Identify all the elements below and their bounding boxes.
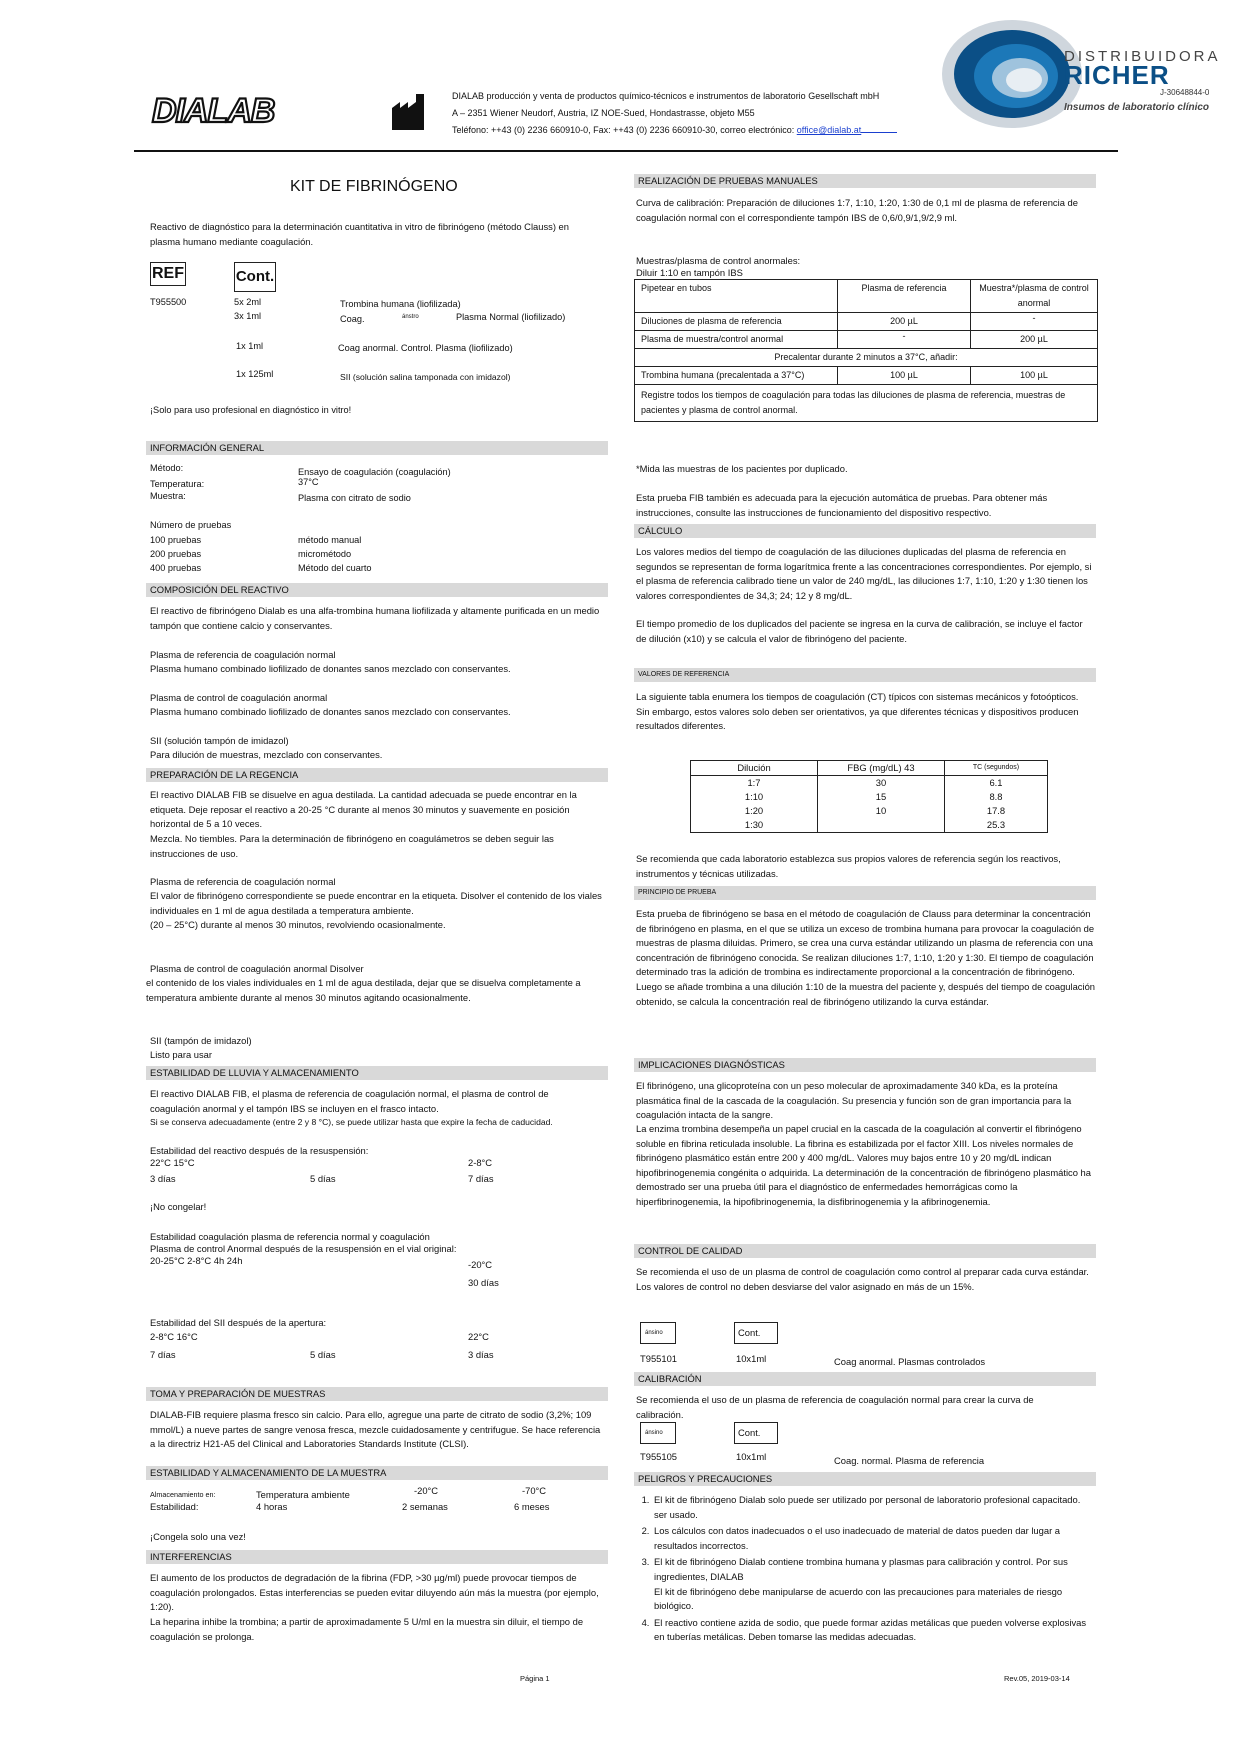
estabilidad-r2-v: 30 días bbox=[468, 1277, 499, 1288]
ref-table-header bbox=[691, 761, 1048, 776]
calidad-box1: ánsino bbox=[645, 1330, 663, 1336]
company-email-link[interactable]: office@dialab.at bbox=[796, 125, 862, 135]
page-number: Página 1 bbox=[520, 1674, 550, 1683]
calibracion-qty: 10x1ml bbox=[736, 1451, 767, 1462]
calidad-ref: T955101 bbox=[640, 1353, 678, 1364]
heading-estabilidad: ESTABILIDAD DE LLUVIA Y ALMACENAMIENTO bbox=[146, 1066, 608, 1080]
tests-m-2: Método del cuarto bbox=[298, 563, 372, 573]
muestras-line1: Muestras/plasma de control anormales: bbox=[636, 255, 801, 266]
dialab-logo bbox=[150, 92, 290, 128]
calidad-box2: Cont. bbox=[738, 1327, 761, 1338]
estabilidad-r2-title2: Plasma de control Anormal después de la resuspensión en el vial original: bbox=[150, 1243, 457, 1254]
composicion-p2a: Plasma de referencia de coagulación normal bbox=[150, 649, 336, 660]
intro-text: Reactivo de diagnóstico para la determinación cuantitativa in vitro de fibrinógeno (método Clauss) en plasma humano mediante coagulación. bbox=[150, 221, 569, 247]
tests-n-2: 400 pruebas bbox=[150, 563, 202, 573]
calidad-text: Se recomienda el uso de un plasma de control de coagulación como control al preparar cada curva estándar. Los valores de control no deben desviarse del valor asignado en más de un 15%. bbox=[636, 1266, 1089, 1292]
preparacion-p1: El reactivo DIALAB FIB se disuelve en agua destilada. La cantidad adecuada se puede encontrar en la etiqueta. Deje reposar el reactivo a 20-25 °C durante al menos 30 minutos y suavemente en posición horizontal de 5 a 10 veces. bbox=[150, 789, 577, 830]
num-pruebas-label: Número de pruebas bbox=[150, 520, 232, 530]
calibracion-desc: Coag. normal. Plasma de referencia bbox=[834, 1455, 985, 1466]
fbg-2: 10 bbox=[818, 804, 945, 818]
peligro-1: El kit de fibrinógeno Dialab solo puede ser utilizado por personal de laboratorio profesional capacitado. ser usado. bbox=[654, 1494, 1081, 1520]
heading-manual: REALIZACIÓN DE PRUEBAS MANUALES bbox=[634, 174, 1096, 188]
preparacion-p2a: Plasma de referencia de coagulación normal bbox=[150, 876, 336, 887]
company-contact: Teléfono: ++43 (0) 2236 660910-0, Fax: ++43 (0) 2236 660910-30, correo electrónico: bbox=[452, 125, 797, 135]
ref-label: REF bbox=[152, 265, 184, 282]
calidad-ref-box bbox=[640, 1322, 676, 1344]
fbg-0: 30 bbox=[818, 776, 945, 791]
tests-n-1: 200 pruebas bbox=[150, 549, 202, 559]
estabilidad-p1: El reactivo DIALAB FIB, el plasma de referencia de coagulación normal, el plasma de control de coagulación anormal y el tampón IBS se incluyen en el frasco intacto. bbox=[150, 1088, 549, 1114]
kit-qty-2: 1x 1ml bbox=[236, 341, 264, 351]
professional-use: ¡Solo para uso profesional en diagnóstico in vitro! bbox=[150, 405, 352, 415]
metodo-value: Ensayo de coagulación (coagulación) bbox=[298, 467, 451, 477]
estabilidad-r2-h2: -20°C bbox=[468, 1259, 493, 1270]
heading-muestra-est: ESTABILIDAD Y ALMACENAMIENTO DE LA MUESTRA bbox=[146, 1466, 608, 1480]
list-item bbox=[652, 1616, 1092, 1645]
estabilidad-r2-h1: 20-25°C 2-8°C 4h 24h bbox=[150, 1255, 243, 1266]
calibracion-ref: T955105 bbox=[640, 1451, 678, 1462]
composicion-p3b: Plasma humano combinado liofilizado de donantes sanos mezclado con conservantes. bbox=[150, 706, 511, 717]
muestra-v1: 4 horas bbox=[256, 1501, 288, 1512]
preparacion-p4a: SII (tampón de imidazol) bbox=[150, 1035, 252, 1046]
table-row bbox=[691, 790, 1048, 804]
fbg-3 bbox=[818, 818, 945, 833]
interferencias-p2: La heparina inhibe la trombina; a partir de aproximadamente 5 U/ml en la muestra sin diluir, el tiempo de coagulación se prolonga. bbox=[150, 1616, 584, 1642]
estabilidad-r1-v1: 3 días bbox=[150, 1173, 176, 1184]
dil-2: 1:20 bbox=[691, 804, 818, 818]
company-line1: DIALAB producción y venta de productos químico-técnicos e instrumentos de laboratorio Gesellschaft mbH bbox=[452, 91, 880, 101]
est-label: Estabilidad: bbox=[150, 1501, 199, 1512]
fbg-1: 15 bbox=[818, 790, 945, 804]
table-row bbox=[635, 313, 1098, 331]
company-address bbox=[452, 90, 972, 137]
calibracion-ref-box bbox=[640, 1422, 676, 1444]
preparacion-p3a: Plasma de control de coagulación anormal Disolver bbox=[150, 963, 364, 974]
r4c2: 100 µL bbox=[838, 367, 971, 385]
tests-n-0: 100 pruebas bbox=[150, 535, 202, 545]
ref-symbol bbox=[150, 262, 186, 286]
preparacion-p2c: (20 – 25°C) durante al menos 30 minutos, revolviendo ocasionalmente. bbox=[150, 919, 446, 930]
referencia-after: Se recomienda que cada laboratorio establezca sus propios valores de referencia según los reactivos, instrumentos y técnicas utilizadas. bbox=[636, 853, 1061, 879]
th-pipetear: Pipetear en tubos bbox=[635, 280, 838, 313]
referencia-text: La siguiente tabla enumera los tiempos de coagulación (CT) típicos con sistemas mecánicos y fotoópticos. Sin embargo, estos valores solo deben ser orientativos, ya que diferentes técnicas y dispositivos producen resultados diferentes. bbox=[636, 691, 1079, 732]
temp-value: 37°C bbox=[298, 477, 319, 487]
company-line2: A – 2351 Wiener Neudorf, Austria, IZ NOE-Sued, Hondastrasse, objeto M55 bbox=[452, 108, 755, 118]
peligros-list bbox=[640, 1493, 1092, 1647]
table-row bbox=[635, 367, 1098, 385]
muestra-v2: 2 semanas bbox=[402, 1501, 448, 1512]
cont-label: Cont. bbox=[235, 268, 275, 285]
estabilidad-r1-title: Estabilidad del reactivo después de la resuspensión: bbox=[150, 1145, 369, 1156]
distributor-id: J-30648844-0 bbox=[1160, 88, 1210, 97]
no-congelar: ¡No congelar! bbox=[150, 1201, 207, 1212]
estabilidad-r3-v2: 5 días bbox=[310, 1349, 336, 1360]
kit-desc-1-small: ánstro bbox=[402, 314, 419, 320]
calibracion-cont-box bbox=[734, 1422, 778, 1444]
table-row bbox=[691, 776, 1048, 791]
estabilidad-r3-v1: 7 días bbox=[150, 1349, 176, 1360]
calibracion-box1: ánsino bbox=[645, 1430, 663, 1436]
kit-desc-1b: Plasma Normal (liofilizado) bbox=[456, 312, 566, 322]
muestra-value: Plasma con citrato de sodio bbox=[298, 493, 411, 503]
heading-interferencias: INTERFERENCIAS bbox=[146, 1550, 608, 1564]
estabilidad-r1-v2: 5 días bbox=[310, 1173, 336, 1184]
preparacion-p4b: Listo para usar bbox=[150, 1049, 213, 1060]
r4c3: 100 µL bbox=[971, 367, 1098, 385]
r2c1: Plasma de muestra/control anormal bbox=[635, 331, 838, 349]
table-row bbox=[691, 818, 1048, 833]
temp-label: Temperatura: bbox=[150, 479, 205, 489]
peligro-2: Los cálculos con datos inadecuados o el uso inadecuado de material de datos pueden dar lugar a resultados incorrectos. bbox=[654, 1525, 1061, 1551]
ref-th-dilucion: Dilución bbox=[691, 761, 818, 776]
preparacion-p2b: El valor de fibrinógeno correspondiente se puede encontrar en la etiqueta. Disolver el contenido de los viales individuales en 1 ml de agua destilada a temperatura ambiente. bbox=[150, 890, 602, 916]
tests-m-1: micrométodo bbox=[298, 549, 352, 559]
calibracion-box2: Cont. bbox=[738, 1427, 761, 1438]
peligro-4: El reactivo contiene azida de sodio, que puede formar azidas metálicas que pueden volverse explosivas en tuberías metálicas. Deben tomarse las medidas adecuadas. bbox=[654, 1616, 1087, 1643]
toma-text: DIALAB-FIB requiere plasma fresco sin calcio. Para ello, agregue una parte de citrato de sodio (3,2%; 109 mmol/L) a nueve partes de sangre venosa fresca, mezcle cuidadosamente y centrifugue. Se hace referencia a la directriz H21-A5 del Clinical and Laboratories Standards Institute (CLSI). bbox=[150, 1409, 601, 1450]
preparacion-p1b: Mezcla. No tiembles. Para la determinación de fibrinógeno en coagulámetros se deben seguir las instrucciones de uso. bbox=[150, 833, 554, 859]
metodo-label: Método: bbox=[150, 463, 184, 473]
estabilidad-r3-title: Estabilidad del SII después de la apertura: bbox=[150, 1317, 327, 1328]
kit-desc-0: Trombina humana (liofilizada) bbox=[340, 299, 461, 309]
kit-desc-2: Coag anormal. Control. Plasma (liofilizado) bbox=[338, 343, 513, 353]
kit-qty-1: 3x 1ml bbox=[234, 311, 262, 321]
interferencias-p1: El aumento de los productos de degradación de la fibrina (FDP, >30 µg/ml) puede provocar tiempos de coagulación prolongados. Estas interferencias se pueden evitar diluyendo aún más la muestra (por ejemplo, 1:20). bbox=[150, 1572, 599, 1613]
svg-text:DIALAB: DIALAB bbox=[152, 92, 275, 128]
table-row bbox=[635, 349, 1098, 367]
muestras-line2: Diluir 1:10 en tampón IBS bbox=[636, 267, 743, 278]
company-line3 bbox=[452, 124, 972, 137]
ref-th-fbg: FBG (mg/dL) 43 bbox=[818, 761, 945, 776]
preparacion-p3b: el contenido de los viales individuales en 1 ml de agua destilada, dejar que se disuelva completamente a temperatura ambiente durante al menos 30 minutos agitando ocasionalmente. bbox=[146, 977, 581, 1003]
tc-0: 6.1 bbox=[945, 776, 1048, 791]
kit-desc-1a: Coag. bbox=[340, 314, 365, 324]
heading-peligros: PELIGROS Y PRECAUCIONES bbox=[634, 1472, 1096, 1486]
heading-general: INFORMACIÓN GENERAL bbox=[146, 441, 608, 455]
heading-principio: PRINCIPIO DE PRUEBA bbox=[634, 886, 1096, 900]
list-item bbox=[652, 1524, 1092, 1553]
tc-2: 17.8 bbox=[945, 804, 1048, 818]
muestra-c2: -20°C bbox=[414, 1485, 439, 1496]
estabilidad-r2-title1: Estabilidad coagulación plasma de referencia normal y coagulación bbox=[150, 1231, 430, 1242]
ref-th-tc: TC (segundos) bbox=[945, 761, 1048, 776]
muestra-c3: -70°C bbox=[522, 1485, 547, 1496]
heading-composicion: COMPOSICIÓN DEL REACTIVO bbox=[146, 583, 608, 597]
kit-desc-3: SII (solución salina tamponada con imidazol) bbox=[340, 372, 511, 382]
estabilidad-r3-h1: 2-8°C 16°C bbox=[150, 1331, 198, 1342]
distributor-tagline: Insumos de laboratorio clínico bbox=[1064, 102, 1210, 113]
muestra-c1: Temperatura ambiente bbox=[256, 1489, 350, 1500]
table-row bbox=[635, 385, 1098, 422]
dil-0: 1:7 bbox=[691, 776, 818, 791]
heading-calidad: CONTROL DE CALIDAD bbox=[634, 1244, 1096, 1258]
dil-1: 1:10 bbox=[691, 790, 818, 804]
calculo-p1: Los valores medios del tiempo de coagulación de las diluciones duplicadas del plasma de referencia en segundos se representan de forma logarítmica frente a las concentraciones correspondientes. Por ejemplo, si el plasma de referencia calibrado tiene un valor de 240 mg/dL, las diluciones 1:7, 1:10, 1:20 y 1:30 tienen los valores correspondientes de 34,3; 24; 12 y 8 mg/dL. bbox=[636, 546, 1092, 601]
calidad-qty: 10x1ml bbox=[736, 1353, 767, 1364]
r2c3: 200 µL bbox=[971, 331, 1098, 349]
page-title: KIT DE FIBRINÓGENO bbox=[290, 178, 458, 195]
manual-table-header bbox=[635, 280, 1098, 313]
r3: Precalentar durante 2 minutos a 37°C, añadir: bbox=[635, 349, 1098, 367]
heading-implicaciones: IMPLICACIONES DIAGNÓSTICAS bbox=[634, 1058, 1096, 1072]
heading-calibracion: CALIBRACIÓN bbox=[634, 1372, 1096, 1386]
composicion-p1: El reactivo de fibrinógeno Dialab es una alfa-trombina humana liofilizada y altamente purificada en un medio tampón que contiene calcio y conservantes. bbox=[150, 605, 600, 631]
principio-text: Esta prueba de fibrinógeno se basa en el método de coagulación de Clauss para determinar la concentración de fibrinógeno en plasma, en el que se utiliza un exceso de trombina humana para provocar la coagulación de muestras de plasma diluidas. Primero, se crea una curva estándar utilizando un plasma de referencia con una concentración de fibrinógeno conocida. Se realizan diluciones 1:7, 1:10, 1:20 y 1:30. El tiempo de coagulación determinado tras la adición de trombina es indirectamente proporcional a la concentración de fibrinógeno. Luego se añade trombina a una dilución 1:10 de la muestra del paciente y, después del tiempo de coagulación obtenido, se calcula la concentración real de fibrinógeno utilizando la curva estándar. bbox=[636, 908, 1095, 1007]
implicaciones-p2: La enzima trombina desempeña un papel crucial en la cascada de la coagulación al convertir el fibrinógeno soluble en fibrina reticulada insoluble. La fibrina es estabilizada por el factor XIII. Los niveles normales de fibrinógeno plasmático están entre 200 y 400 mg/dL. Valores muy bajos entre 10 y 20 mg/dL indican hipofibrinogenemia congénita o adquirida. La determinación de la concentración de fibrinógeno plasmático ha demostrado ser una prueba útil para el diagnóstico de enfermedades hemorrágicas como la hiperfibrinogenemia, la hipofibrinogenemia, la disfibrinogenemia y la afibrinogenemia. bbox=[636, 1123, 1091, 1207]
estabilidad-p1b: Si se conserva adecuadamente (entre 2 y 8 °C), se puede utilizar hasta que expire la fecha de caducidad. bbox=[150, 1117, 553, 1127]
table-row bbox=[635, 331, 1098, 349]
muestra-label: Muestra: bbox=[150, 491, 186, 501]
alm-label: Almacenamiento en: bbox=[150, 1490, 216, 1499]
header-divider bbox=[134, 150, 1118, 152]
composicion-p2b: Plasma humano combinado liofilizado de donantes sanos mezclado con conservantes. bbox=[150, 663, 511, 674]
calidad-cont-box bbox=[734, 1322, 778, 1344]
estabilidad-r3-v3: 3 días bbox=[468, 1349, 494, 1360]
list-item bbox=[652, 1493, 1092, 1522]
kit-qty-3: 1x 125ml bbox=[236, 369, 274, 379]
r1c1: Diluciones de plasma de referencia bbox=[635, 313, 838, 331]
estabilidad-r1-h2: 2-8°C bbox=[468, 1157, 493, 1168]
calidad-desc: Coag anormal. Plasmas controlados bbox=[834, 1356, 986, 1367]
peligro-3-extra: El kit de fibrinógeno debe manipularse de acuerdo con las precauciones para materiales de riesgo biológico. bbox=[654, 1585, 1063, 1612]
congela-once: ¡Congela solo una vez! bbox=[150, 1531, 246, 1542]
table-row bbox=[691, 804, 1048, 818]
revision: Rev.05, 2019-03-14 bbox=[1004, 1674, 1070, 1683]
manual-text: Curva de calibración: Preparación de diluciones 1:7, 1:10, 1:20, 1:30 de 0,1 ml de plasma de referencia de coagulación normal con el correspondiente tampón IBS de 0,6/0,9/1,9/2,9 ml. bbox=[636, 197, 1078, 223]
estabilidad-r1-v3: 7 días bbox=[468, 1173, 494, 1184]
composicion-p4b: Para dilución de muestras, mezclado con conservantes. bbox=[150, 749, 383, 760]
calibracion-text: Se recomienda el uso de un plasma de referencia de coagulación normal para crear la curva de calibración. bbox=[636, 1394, 1034, 1420]
composicion-p4a: SII (solución tampón de imidazol) bbox=[150, 735, 289, 746]
r4c1: Trombina humana (precalentada a 37°C) bbox=[635, 367, 838, 385]
estabilidad-r3-h2: 22°C bbox=[468, 1331, 489, 1342]
tc-3: 25.3 bbox=[945, 818, 1048, 833]
implicaciones-p1: El fibrinógeno, una glicoproteína con un peso molecular de aproximadamente 340 kDa, es la proteína plasmática final de la cascada de la coagulación. Su presencia y función son de gran importancia para la coagulación intacta de la sangre. bbox=[636, 1080, 1072, 1121]
heading-calculo: CÁLCULO bbox=[634, 524, 1096, 538]
r1c3: - bbox=[971, 313, 1098, 331]
th-muestra-control: Muestra*/plasma de control anormal bbox=[971, 280, 1098, 313]
distributor-label: DISTRIBUIDORA bbox=[1064, 48, 1221, 65]
th-plasma-ref: Plasma de referencia bbox=[838, 280, 971, 313]
tc-1: 8.8 bbox=[945, 790, 1048, 804]
tests-m-0: método manual bbox=[298, 535, 362, 545]
distributor-name: RICHER bbox=[1064, 60, 1170, 90]
heading-preparacion: PREPARACIÓN DE LA REGENCIA bbox=[146, 768, 608, 782]
kit-ref: T955500 bbox=[150, 297, 187, 307]
heading-referencia: VALORES DE REFERENCIA bbox=[634, 668, 1096, 682]
calculo-p2: El tiempo promedio de los duplicados del paciente se ingresa en la curva de calibración, se incluye el factor de dilución (x10) y se calcula el valor de fibrinógeno del paciente. bbox=[636, 618, 1083, 644]
estabilidad-r1-h1: 22°C 15°C bbox=[150, 1157, 195, 1168]
r5: Registre todos los tiempos de coagulación para todas las diluciones de plasma de referencia, muestras de pacientes y plasma de control anormal. bbox=[635, 385, 1098, 422]
kit-qty-0: 5x 2ml bbox=[234, 297, 262, 307]
manual-auto: Esta prueba FIB también es adecuada para la ejecución automática de pruebas. Para obtener más instrucciones, consulte las instrucciones de funcionamiento del dispositivo respectivo. bbox=[636, 492, 1048, 518]
r1c2: 200 µL bbox=[838, 313, 971, 331]
manual-note: *Mida las muestras de los pacientes por duplicado. bbox=[636, 463, 848, 474]
manufacturer-icon bbox=[390, 92, 428, 137]
manual-test-table bbox=[634, 279, 1098, 422]
composicion-p3a: Plasma de control de coagulación anormal bbox=[150, 692, 328, 703]
dil-3: 1:30 bbox=[691, 818, 818, 833]
r2c2: - bbox=[838, 331, 971, 349]
muestra-v3: 6 meses bbox=[514, 1501, 550, 1512]
cont-symbol bbox=[234, 262, 276, 292]
heading-toma: TOMA Y PREPARACIÓN DE MUESTRAS bbox=[146, 1387, 608, 1401]
peligro-3: El kit de fibrinógeno Dialab contiene trombina humana y plasmas para calibración y control. Por sus ingredientes, DIALAB bbox=[654, 1556, 1068, 1582]
list-item bbox=[652, 1555, 1092, 1613]
reference-values-table bbox=[690, 760, 1048, 833]
dialab-logo-graphic bbox=[150, 92, 290, 128]
